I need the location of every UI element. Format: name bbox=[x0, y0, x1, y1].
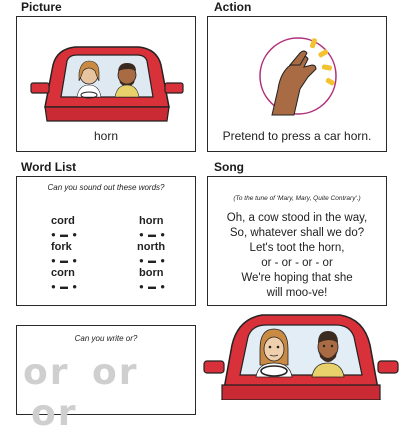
car-with-passengers-illustration bbox=[200, 305, 400, 400]
trace-or: or bbox=[23, 352, 70, 393]
word-horn-dots: ● ▬ ● bbox=[139, 230, 167, 239]
song-line: So, whatever shall we do? bbox=[229, 227, 365, 239]
song-lyrics bbox=[208, 211, 386, 301]
song-line: Let's toot the horn, bbox=[249, 242, 345, 254]
picture-caption: horn bbox=[93, 129, 119, 143]
picture-heading: Picture bbox=[21, 0, 62, 14]
word-list-card bbox=[16, 176, 196, 306]
word-cord-dots: ● ▬ ● bbox=[51, 230, 79, 239]
writing-card bbox=[16, 325, 196, 434]
trace-or: or bbox=[92, 352, 139, 393]
song-line: Oh, a cow stood in the way, bbox=[226, 212, 368, 224]
hand-pressing-illustration bbox=[208, 17, 388, 127]
word-fork: fork bbox=[51, 241, 72, 253]
action-caption: Pretend to press a car horn. bbox=[222, 129, 372, 143]
action-heading: Action bbox=[214, 0, 252, 14]
word-north: north bbox=[137, 241, 166, 253]
trace-letters bbox=[23, 352, 195, 434]
car-front-illustration bbox=[17, 17, 197, 127]
word-fork-dots: ● ▬ ● bbox=[51, 256, 79, 265]
trace-or: or bbox=[31, 393, 78, 434]
writing-prompt: Can you write or? bbox=[74, 334, 138, 343]
word-list-prompt: Can you sound out these words? bbox=[47, 183, 165, 192]
song-line: will moo-ve! bbox=[266, 287, 328, 299]
word-horn: horn bbox=[139, 215, 164, 227]
action-card bbox=[207, 16, 387, 152]
song-line: We're hoping that she bbox=[241, 272, 353, 284]
song-line: or - or - or - or bbox=[261, 257, 333, 269]
song-tune-note: (To the tune of 'Mary, Mary, Quite Contrary'.) bbox=[233, 195, 361, 202]
word-cord: cord bbox=[51, 215, 75, 227]
song-heading: Song bbox=[214, 160, 244, 174]
word-corn-dots: ● ▬ ● bbox=[51, 282, 79, 291]
picture-card bbox=[16, 16, 196, 152]
word-corn: corn bbox=[51, 267, 75, 279]
word-list-heading: Word List bbox=[21, 160, 77, 174]
word-born: born bbox=[139, 267, 164, 279]
word-north-dots: ● ▬ ● bbox=[139, 256, 167, 265]
word-born-dots: ● ▬ ● bbox=[139, 282, 167, 291]
song-card bbox=[207, 176, 387, 306]
